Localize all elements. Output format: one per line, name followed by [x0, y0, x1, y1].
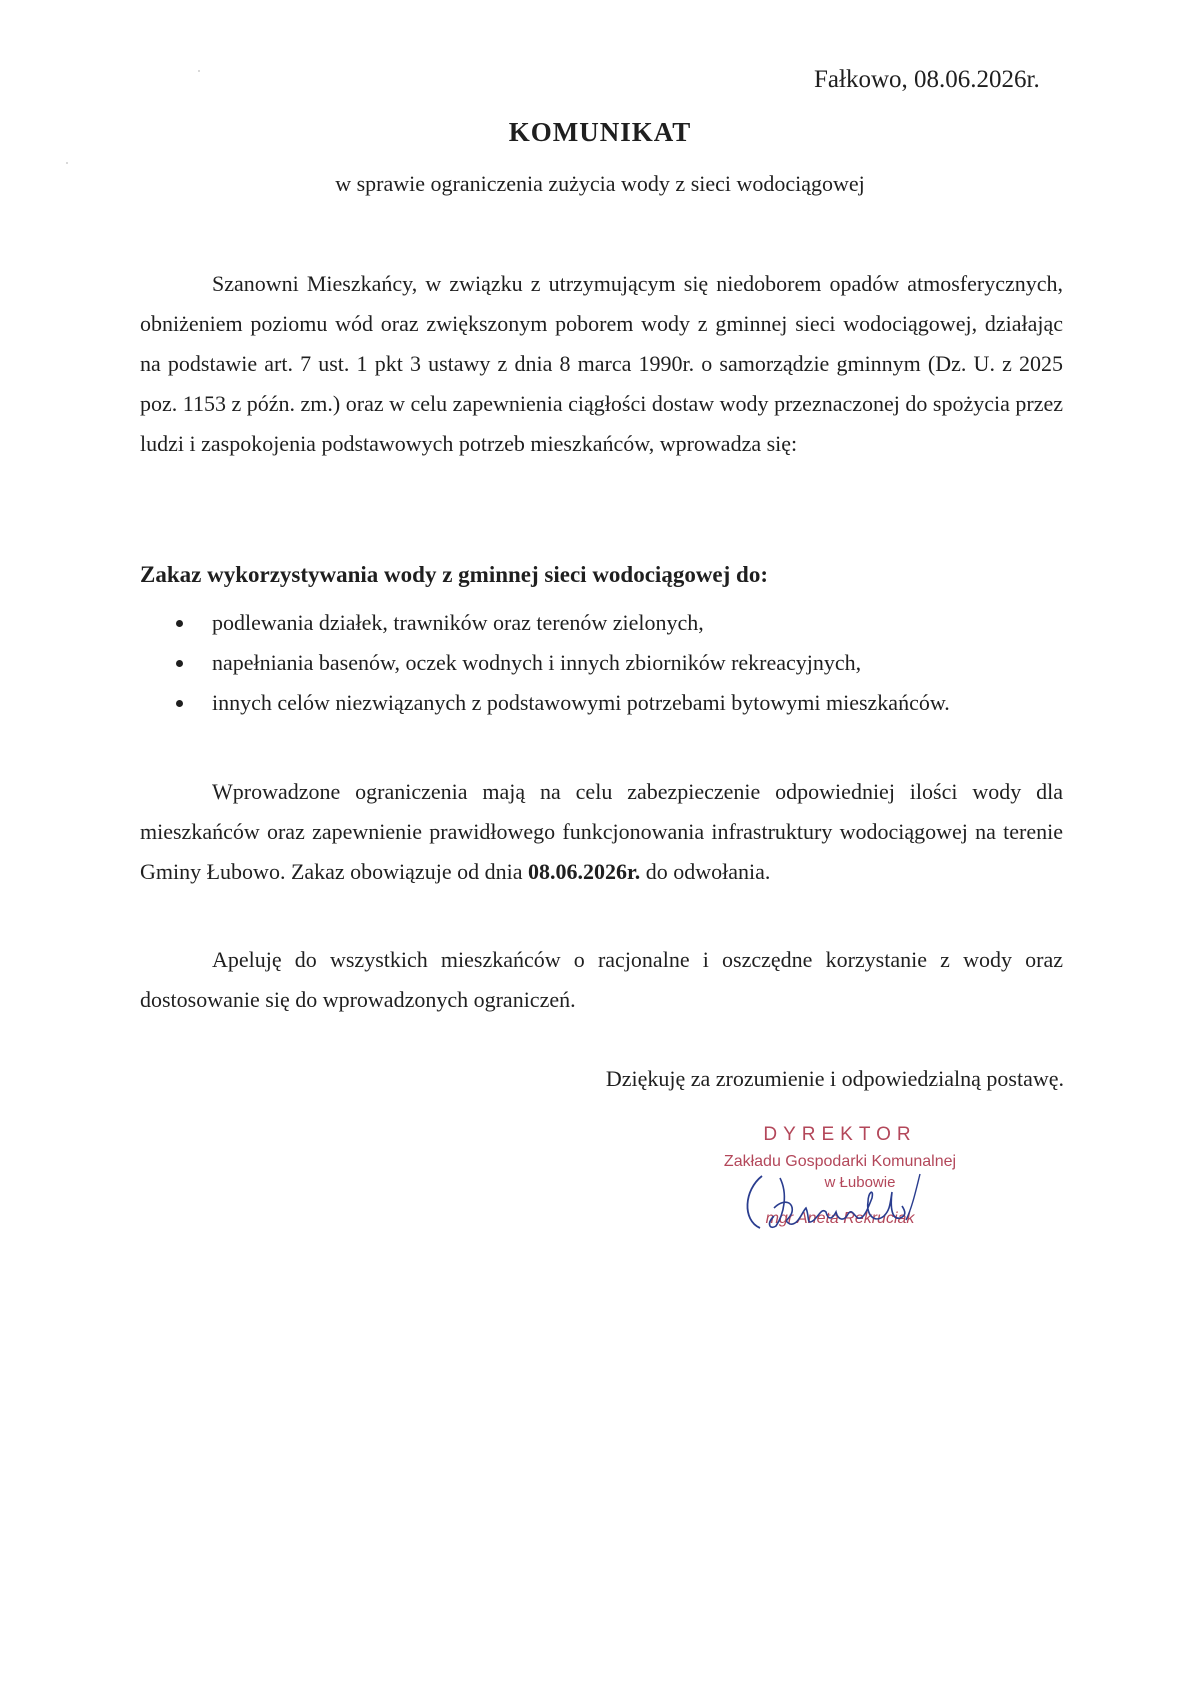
document-subtitle: w sprawie ograniczenia zużycia wody z sieci wodociągowej [335, 171, 865, 196]
bullet-icon [176, 620, 183, 627]
scan-speck [198, 70, 200, 72]
scan-speck [66, 162, 68, 164]
ban-item-text: podlewania działek, trawników oraz terenów zielonych, [212, 610, 704, 635]
purpose-paragraph [140, 772, 1063, 892]
ban-item-text: napełniania basenów, oczek wodnych i innych zbiorników rekreacyjnych, [212, 650, 862, 675]
stamp-title: DYREKTOR [763, 1124, 917, 1145]
stamp-name: mgr Aneta Rekruciak [765, 1210, 915, 1227]
ban-list-item [140, 603, 1063, 643]
handwritten-signature [740, 1168, 950, 1238]
ban-list-item [140, 683, 1063, 723]
ban-item-text: innych celów niezwiązanych z podstawowymi potrzebami bytowymi mieszkańców. [212, 690, 950, 715]
bullet-icon [176, 660, 183, 667]
bullet-icon [176, 700, 183, 707]
stamp-institution: Zakładu Gospodarki Komunalnej [723, 1153, 957, 1170]
ban-list [140, 603, 1063, 723]
closing-line: Dziękuję za zrozumienie i odpowiedzialną postawę. [605, 1066, 1064, 1091]
ban-list-item [140, 643, 1063, 683]
purpose-text-end: do odwołania. [640, 859, 771, 884]
effective-date: 08.06.2026r. [527, 859, 641, 884]
intro-paragraph-text: Szanowni Mieszkańcy, w związku z utrzymującym się niedoborem opadów atmosferycznych, obniżeniem poziomu wód oraz zwiększonym poborem wody z gminnej sieci wodociągowej, działając na podstawie art. 7 ust. 1 pkt 3 ustawy z dnia 8 marca 1990r. o samorządzie gminnym (Dz. U. z 2025 poz. 1153 z późn. zm.) oraz w celu zapewnienia ciągłości dostaw wody przeznaczonej do spożycia przez ludzi i zaspokojenia podstawowych potrzeb mieszkańców, wprowadza się: [140, 271, 1063, 456]
ban-heading: Zakaz wykorzystywania wody z gminnej sieci wodociągowej do: [140, 562, 768, 587]
purpose-text: Wprowadzone ograniczenia mają na celu zabezpieczenie odpowiedniej ilości wody dla mieszkańców oraz zapewnienie prawidłowego funkcjonowania infrastruktury wodociągowej na terenie Gminy Łubowo. Zakaz obowiązuje od dnia [140, 779, 1063, 884]
appeal-paragraph [140, 940, 1063, 1020]
place-date: Fałkowo, 08.06.2026r. [814, 66, 1040, 93]
appeal-text: Apeluję do wszystkich mieszkańców o racjonalne i oszczędne korzystanie z wody oraz dostosowanie się do wprowadzonych ograniczeń. [140, 947, 1063, 1012]
stamp-location: w Łubowie [824, 1174, 896, 1191]
intro-paragraph [140, 264, 1063, 464]
document-title: KOMUNIKAT [508, 117, 692, 147]
